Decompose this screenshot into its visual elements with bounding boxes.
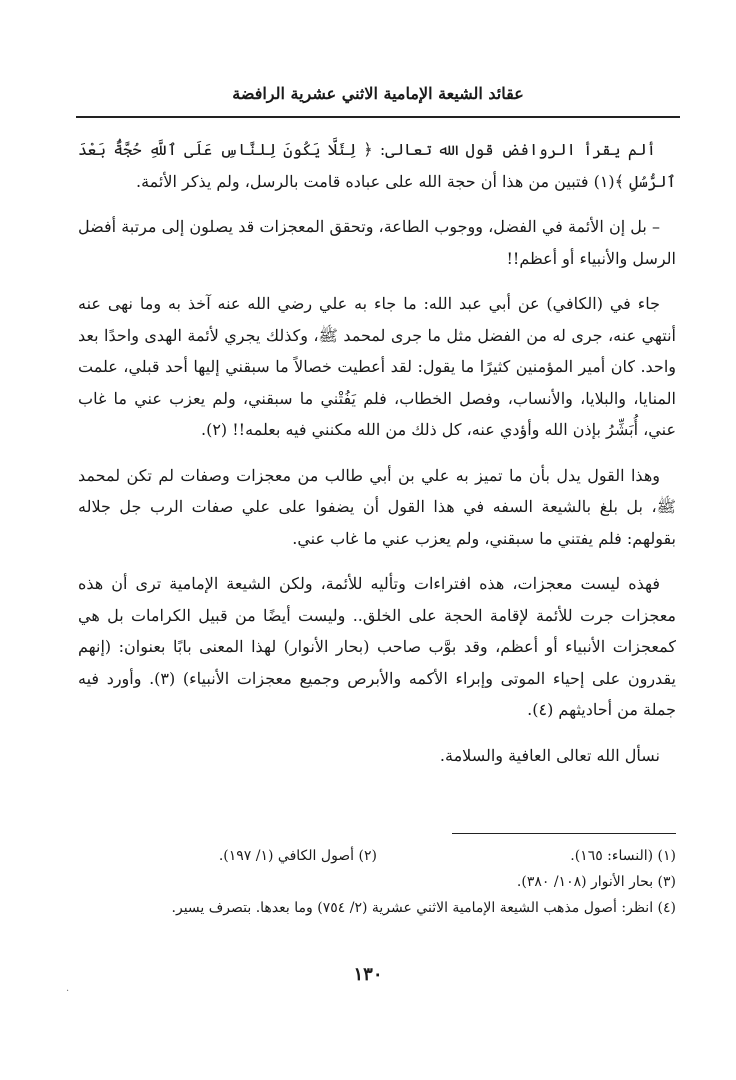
- page-number: ١٣٠: [353, 964, 383, 985]
- footnote-divider: [452, 833, 676, 834]
- footnote-1: (١) (النساء: ١٦٥).: [570, 848, 676, 864]
- footnote-row-1: [78, 843, 676, 869]
- paragraph-1: ألم يقرأ الروافض قول الله تعالى: ﴿ لِئَلَّا يَكُونَ لِلنَّاسِ عَلَى ٱللَّهِ حُجَّةٌۢ بَعْدَ ٱلرُّسُلِ ﴾(١) فتبين من هذا أن حجة الله على عباده قامت بالرسل، ولم يذكر الأئمة.: [78, 140, 676, 191]
- paragraph-6: نسأل الله تعالى العافية والسلامة.: [439, 745, 660, 765]
- footnotes: [78, 843, 676, 921]
- paragraph-4: وهذا القول يدل بأن ما تميز به علي بن أبي طالب من معجزات وصفات لم تكن لمحمد ﷺ، بل بلغ بالشيعة السفه في هذا القول أن يضفوا على علي صفات الرب جل جلاله بقولهم: فلم يفتني ما سبقني، ولم يعزب عني ما غاب عني.: [78, 465, 677, 548]
- header-divider: [76, 116, 680, 118]
- scan-mark: ·: [66, 986, 70, 997]
- paragraph-5: فهذه ليست معجزات، هذه افتراءات وتأليه للأئمة، ولكن الشيعة الإمامية ترى أن هذه معجزات جرت للأئمة لإقامة الحجة على الخلق.. وليست أيضًا من قبيل الكرامات بل هي كمعجزات الأنبياء أو أعظم، وقد بوَّب صاحب (بحار الأنوار) لهذا المعنى بابًا بعنوان: (إنهم يقدرون على إحياء الموتى وإبراء الأكمه والأبرص وجميع معجزات الأنبياء) (٣). وأورد فيه جملة من أحاديثهم (٤).: [78, 574, 676, 719]
- paragraph-2: – بل إن الأئمة في الفضل، ووجوب الطاعة، وتحقق المعجزات قد يصلون إلى مرتبة أفضل الرسل والأنبياء أو أعظم!!: [78, 217, 676, 268]
- footnote-4: (٤) انظر: أصول مذهب الشيعة الإمامية الاثني عشرية (٢/ ٧٥٤) وما بعدها. بتصرف يسير.: [171, 900, 676, 916]
- paragraph-3: جاء في (الكافي) عن أبي عبد الله: ما جاء به علي رضي الله عنه آخذ به وما نهى عنه أنتهي عنه، جرى له من الفضل مثل ما جرى لمحمد ﷺ، وكذلك يجري لأئمة الهدى واحدًا بعد واحد. كان أمير المؤمنين كثيرًا ما يقول: لقد أعطيت خصالاً ما سبقني إليها أحد قبلي، علمت المنايا، والبلايا، والأنساب، وفصل الخطاب، فلم يَفُتْني ما سبقني، ولم يعزب عني ما غاب عني، أُبَشِّرُ بإذن الله وأؤدي عنه، كل ذلك من الله مكنني فيه بعلمه!! (٢).: [78, 294, 676, 439]
- running-header: عقائد الشيعة الإمامية الاثني عشرية الرافضة: [232, 84, 524, 103]
- main-text: [78, 134, 676, 785]
- footnote-2: (٢) أصول الكافي (١/ ١٩٧).: [218, 848, 377, 864]
- footnote-3: (٣) بحار الأنوار (١٠٨/ ٣٨٠).: [516, 874, 676, 890]
